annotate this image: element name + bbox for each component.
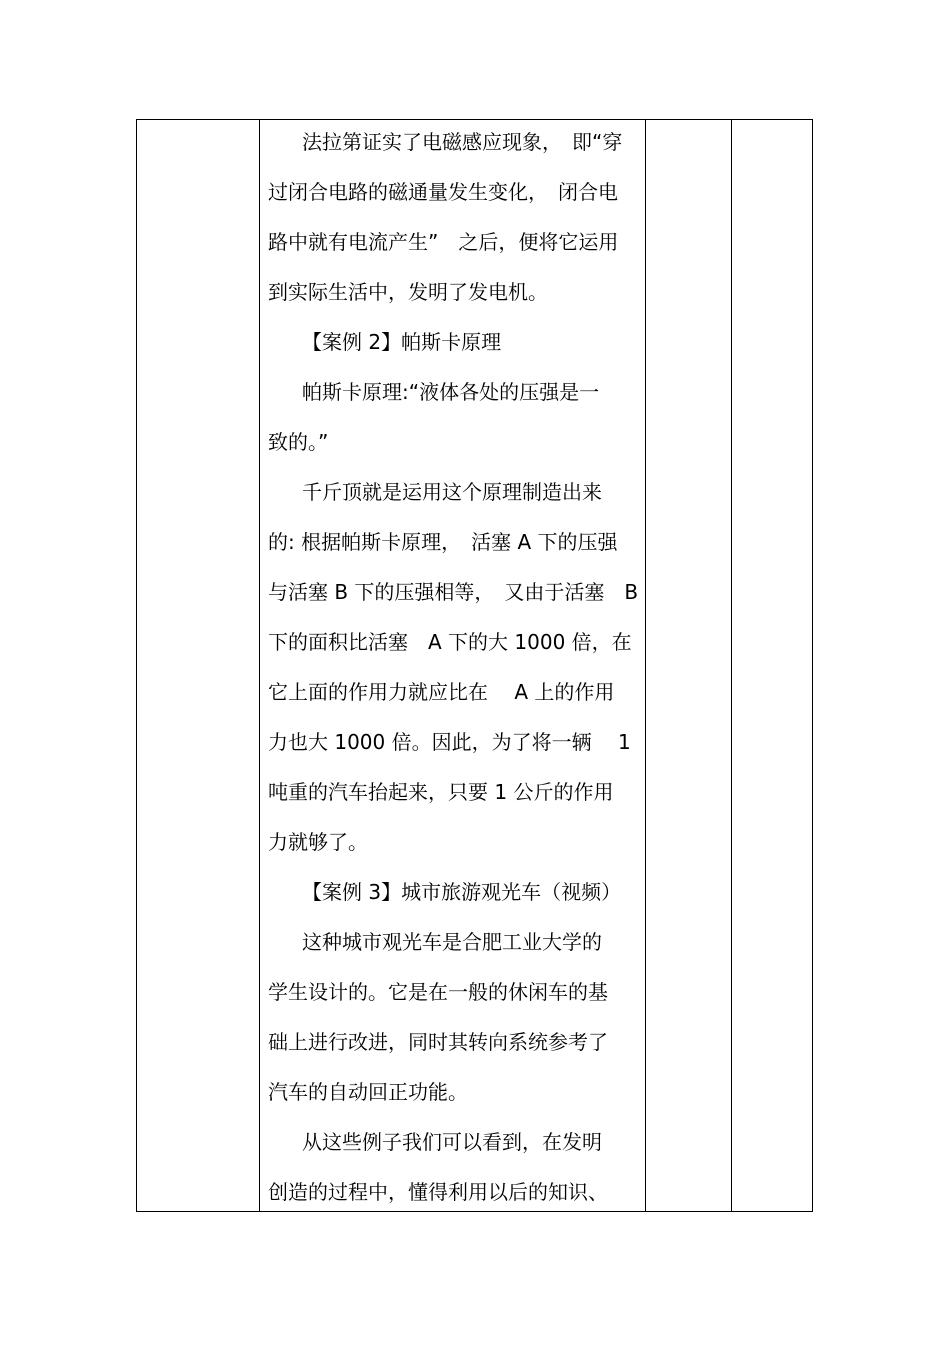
text-line: 到实际生活中，发明了发电机。	[268, 280, 548, 304]
text-line: 与活塞 B 下的压强相等， 又由于活塞 B	[268, 580, 639, 604]
text-line: 吨重的汽车抬起来，只要 1 公斤的作用	[268, 780, 614, 804]
text-line: 下的面积比活塞 A 下的大 1000 倍，在	[268, 630, 632, 654]
text-line: 法拉第证实了电磁感应现象， 即“穿	[302, 130, 623, 154]
text-line: 创造的过程中，懂得利用以后的知识、	[268, 1180, 608, 1204]
lesson-text-cell	[268, 120, 646, 1211]
text-line: 【案例 3】城市旅游观光车（视频）	[302, 880, 622, 904]
text-line: 力就够了。	[268, 830, 368, 854]
text-line: 这种城市观光车是合肥工业大学的	[302, 930, 602, 954]
text-line: 力也大 1000 倍。因此，为了将一辆 1	[268, 730, 631, 754]
text-line: 【案例 2】帕斯卡原理	[302, 330, 502, 354]
text-line: 帕斯卡原理:“液体各处的压强是一	[302, 380, 600, 404]
table-column-divider-1	[259, 120, 260, 1211]
lesson-table	[136, 119, 813, 1212]
text-line: 它上面的作用力就应比在 A 上的作用	[268, 680, 615, 704]
table-column-divider-3	[731, 120, 732, 1211]
text-line: 汽车的自动回正功能。	[268, 1080, 468, 1104]
text-line: 千斤顶就是运用这个原理制造出来	[302, 480, 602, 504]
text-line: 础上进行改进，同时其转向系统参考了	[268, 1030, 608, 1054]
text-line: 过闭合电路的磁通量发生变化， 闭合电	[268, 180, 618, 204]
text-line: 从这些例子我们可以看到，在发明	[302, 1130, 602, 1154]
text-line: 致的。”	[268, 430, 329, 454]
text-line: 学生设计的。它是在一般的休闲车的基	[268, 980, 608, 1004]
text-line: 路中就有电流产生” 之后，便将它运用	[268, 230, 619, 254]
text-line: 的: 根据帕斯卡原理， 活塞 A 下的压强	[268, 530, 618, 554]
